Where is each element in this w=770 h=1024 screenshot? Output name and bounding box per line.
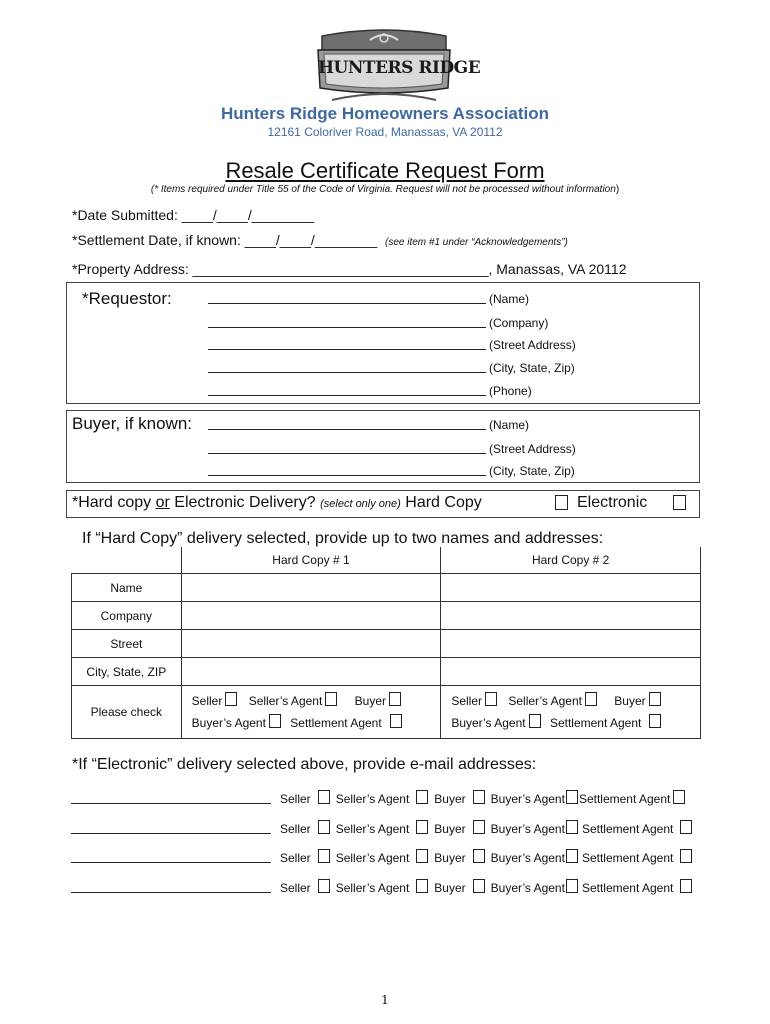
email3-buyer-checkbox[interactable]	[473, 849, 485, 863]
email3-seller-label: Seller	[280, 851, 311, 865]
row-label-name: Name	[72, 574, 182, 602]
hard-copy-2-name-cell[interactable]	[441, 574, 701, 602]
table-row	[72, 574, 701, 602]
hc1-seller-label: Seller	[191, 694, 223, 708]
requestor-name-field[interactable]	[208, 292, 529, 306]
email4-settlement-agent-checkbox[interactable]	[680, 879, 692, 893]
hc1-sellers-agent-label: Seller’s Agent	[248, 694, 323, 708]
email2-seller-label: Seller	[280, 822, 311, 836]
hc2-sellers-agent-label: Seller’s Agent	[508, 694, 582, 708]
hc1-sellers-agent-checkbox[interactable]	[325, 692, 337, 706]
page-number: 1	[381, 993, 389, 1007]
email1-sellers-agent-label: Seller’s Agent	[335, 792, 410, 806]
hard-copy-checkbox[interactable]	[555, 495, 568, 510]
buyer-street-label: (Street Address)	[489, 442, 576, 456]
email-row-4	[71, 879, 692, 895]
email1-sellers-agent-checkbox[interactable]	[416, 790, 428, 804]
hc2-seller-label: Seller	[451, 694, 482, 708]
hard-copy-1-name-cell[interactable]	[181, 574, 441, 602]
hc1-buyer-checkbox[interactable]	[389, 692, 401, 706]
email4-settlement-agent-label: Settlement Agent	[581, 881, 674, 895]
delivery-or: or	[155, 494, 170, 511]
table-row	[72, 630, 701, 658]
table-row	[72, 658, 701, 686]
email-field-4[interactable]	[71, 882, 271, 893]
form-note-close: )	[615, 184, 620, 195]
requestor-street-label: (Street Address)	[489, 338, 576, 352]
email1-seller-checkbox[interactable]	[318, 790, 330, 804]
requestor-city-label: (City, State, Zip)	[489, 361, 575, 375]
hc1-seller-checkbox[interactable]	[225, 692, 237, 706]
hard-copy-1-city-cell[interactable]	[181, 658, 441, 686]
settlement-date-field[interactable]	[72, 232, 568, 248]
email3-settlement-agent-checkbox[interactable]	[680, 849, 692, 863]
delivery-middle: Electronic Delivery?	[169, 494, 321, 511]
email2-buyer-checkbox[interactable]	[473, 820, 485, 834]
requestor-label: *Requestor:	[82, 289, 172, 308]
hard-copy-1-header: Hard Copy # 1	[181, 547, 441, 574]
hc1-buyer-label: Buyer	[354, 694, 386, 708]
hc2-settlement-agent-checkbox[interactable]	[649, 714, 661, 728]
org-address: 12161 Coloriver Road, Manassas, VA 20112	[267, 125, 503, 139]
requestor-city-field[interactable]	[208, 361, 575, 375]
requestor-street-field[interactable]	[208, 338, 576, 352]
email3-sellers-agent-checkbox[interactable]	[416, 849, 428, 863]
page-title: Resale Certificate Request Form	[225, 158, 545, 183]
email2-settlement-agent-label: Settlement Agent	[581, 822, 674, 836]
hard-copy-header-row	[72, 547, 701, 574]
hc1-buyers-agent-checkbox[interactable]	[269, 714, 281, 728]
delivery-prefix: *Hard copy	[72, 494, 156, 511]
email-field-1[interactable]	[71, 793, 271, 804]
email3-buyer-label: Buyer	[434, 851, 466, 865]
email4-buyer-label: Buyer	[434, 881, 466, 895]
hc2-settlement-agent-label: Settlement Agent	[549, 716, 642, 730]
logo-text: HUNTERS RIDGE	[318, 58, 481, 78]
email1-settlement-agent-label: Settlement Agent	[578, 792, 671, 806]
email-row-3	[71, 849, 692, 865]
settlement-date-note: (see item #1 under “Acknowledgements”)	[385, 237, 568, 248]
hard-copy-heading: If “Hard Copy” delivery selected, provide up to two names and addresses:	[82, 530, 604, 547]
email2-sellers-agent-label: Seller’s Agent	[335, 822, 410, 836]
email-field-3[interactable]	[71, 852, 271, 863]
logo	[314, 22, 481, 104]
hard-copy-2-company-cell[interactable]	[441, 602, 701, 630]
hard-copy-label: Hard Copy	[400, 494, 482, 511]
hard-copy-2-street-cell[interactable]	[441, 630, 701, 658]
requestor-name-label: (Name)	[489, 292, 530, 306]
electronic-checkbox[interactable]	[673, 495, 686, 510]
row-label-company: Company	[72, 602, 182, 630]
hc2-sellers-agent-checkbox[interactable]	[585, 692, 597, 706]
email-field-2[interactable]	[71, 823, 271, 834]
email3-buyers-agent-checkbox[interactable]	[566, 849, 578, 863]
email2-settlement-agent-checkbox[interactable]	[680, 820, 692, 834]
hard-copy-table	[71, 547, 701, 739]
email4-buyers-agent-checkbox[interactable]	[566, 879, 578, 893]
buyer-label: Buyer, if known:	[72, 414, 193, 433]
email-row-1	[71, 790, 685, 806]
email4-sellers-agent-label: Seller’s Agent	[335, 881, 410, 895]
delivery-question	[72, 494, 482, 512]
delivery-select-note: (select only one)	[320, 498, 401, 510]
buyer-name-label: (Name)	[489, 418, 530, 432]
hard-copy-1-company-cell[interactable]	[181, 602, 441, 630]
electronic-heading: *If “Electronic” delivery selected above, provide e-mail addresses:	[72, 756, 537, 773]
buyer-city-label: (City, State, Zip)	[489, 464, 575, 478]
email1-buyers-agent-label: Buyer’s Agent	[490, 792, 565, 806]
hard-copy-2-check-cell	[441, 686, 701, 739]
email4-sellers-agent-checkbox[interactable]	[416, 879, 428, 893]
requestor-company-label: (Company)	[489, 316, 549, 330]
email4-seller-checkbox[interactable]	[318, 879, 330, 893]
property-address-field[interactable]: *Property Address: ______________________________________, Manassas, VA 20112	[72, 261, 627, 277]
email-row-2	[71, 820, 692, 836]
email3-seller-checkbox[interactable]	[318, 849, 330, 863]
row-label-please-check: Please check	[72, 686, 182, 739]
hard-copy-2-city-cell[interactable]	[441, 658, 701, 686]
hard-copy-1-street-cell[interactable]	[181, 630, 441, 658]
hc2-buyers-agent-checkbox[interactable]	[529, 714, 541, 728]
email1-buyer-label: Buyer	[434, 792, 466, 806]
requestor-phone-field[interactable]	[208, 384, 532, 398]
form-note	[0, 184, 770, 195]
hc2-buyer-label: Buyer	[614, 694, 646, 708]
date-submitted-field[interactable]: *Date Submitted: ____/____/________	[72, 207, 315, 223]
buyer-city-field[interactable]	[208, 464, 575, 478]
hc2-buyer-checkbox[interactable]	[649, 692, 661, 706]
hc2-seller-checkbox[interactable]	[485, 692, 497, 706]
hc2-buyers-agent-label: Buyer’s Agent	[451, 716, 526, 730]
buyer-street-field[interactable]	[208, 442, 576, 456]
email3-buyers-agent-label: Buyer’s Agent	[490, 851, 565, 865]
email1-seller-label: Seller	[280, 792, 311, 806]
requestor-company-field[interactable]	[208, 316, 548, 330]
email2-buyers-agent-label: Buyer’s Agent	[490, 822, 565, 836]
email4-seller-label: Seller	[280, 881, 311, 895]
hc1-settlement-agent-checkbox[interactable]	[390, 714, 402, 728]
buyer-name-field[interactable]	[208, 418, 529, 432]
email4-buyers-agent-label: Buyer’s Agent	[490, 881, 565, 895]
row-label-street: Street	[72, 630, 182, 658]
email1-settlement-agent-checkbox[interactable]	[673, 790, 685, 804]
email3-settlement-agent-label: Settlement Agent	[581, 851, 674, 865]
email2-buyer-label: Buyer	[434, 822, 466, 836]
hc1-settlement-agent-label: Settlement Agent	[290, 716, 382, 730]
table-row	[72, 686, 701, 739]
email3-sellers-agent-label: Seller’s Agent	[335, 851, 410, 865]
email2-sellers-agent-checkbox[interactable]	[416, 820, 428, 834]
email4-buyer-checkbox[interactable]	[473, 879, 485, 893]
email2-buyers-agent-checkbox[interactable]	[566, 820, 578, 834]
requestor-phone-label: (Phone)	[489, 384, 532, 398]
electronic-label: Electronic	[577, 494, 648, 511]
email1-buyers-agent-checkbox[interactable]	[566, 790, 578, 804]
form-note-text: (* Items required under Title 55 of the Code of Virginia. Request will not be processed without information	[150, 184, 616, 195]
hard-copy-corner-cell	[72, 547, 182, 574]
hard-copy-1-check-cell	[181, 686, 441, 739]
settlement-date-text: *Settlement Date, if known: ____/____/________	[72, 232, 378, 248]
org-name: Hunters Ridge Homeowners Association	[220, 104, 550, 123]
hc1-buyers-agent-label: Buyer’s Agent	[191, 716, 266, 730]
table-row	[72, 602, 701, 630]
hard-copy-2-header: Hard Copy # 2	[441, 547, 701, 574]
email2-seller-checkbox[interactable]	[318, 820, 330, 834]
email1-buyer-checkbox[interactable]	[473, 790, 485, 804]
row-label-city: City, State, ZIP	[72, 658, 182, 686]
